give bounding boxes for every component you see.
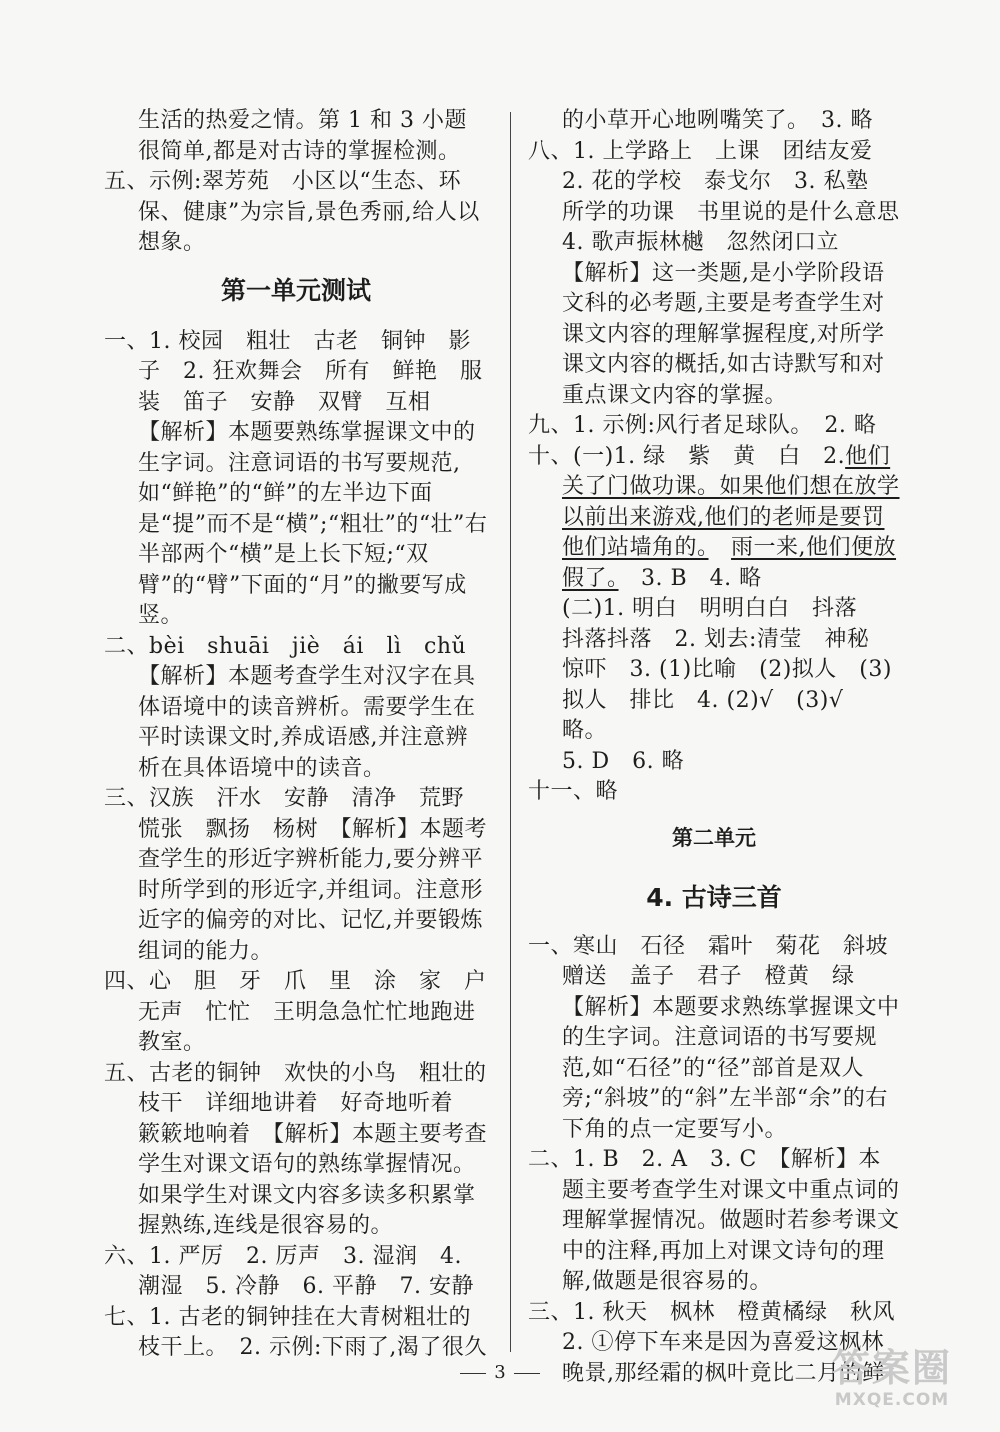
answer-q4: 四、心 胆 牙 爪 里 涂 家 户 无声 忙忙 王明急急忙忙地跑进教室。 [104, 969, 510, 1055]
column-divider [510, 112, 511, 1352]
section-title-unit2: 第二单元 [672, 825, 756, 850]
answer-q10-underlined-2: 雨一来,他们便放假了。 [562, 535, 897, 591]
answer-q10-part2: (二)1. 明白 明明白白 抖落 抖落抖落 2. 划去:清莹 神秘 惊吓 3. (1)比喻 (2)拟人 (3)拟人 排比 4. (2)√ (3)√ 略。 [562, 596, 892, 743]
answer-q10-d: 3. B 4. 略 [618, 565, 762, 591]
left-para-2: 五、示例:翠芳苑 小区以“生态、环保、健康”为宗旨,景色秀丽,给人以想象。 [104, 169, 480, 255]
right-column [528, 106, 923, 1389]
lesson4-q2: 二、1. B 2. A 3. C 【解析】本题主要考查学生对课文中重点词的理解掌握情况。做题时若参考课文中的注释,再加上对课文诗句的理解,做题是很容易的。 [528, 1147, 900, 1294]
answer-q5: 五、古老的铜钟 欢快的小鸟 粗壮的枝干 详细地讲着 好奇地听着 簌簌地响着 【解析】本题主要考查学生对课文语句的熟练掌握情况。如果学生对课文内容多读多积累掌握熟练,连线是很容易的。 [104, 1060, 488, 1238]
answer-q7: 七、1. 古老的铜钟挂在大青树粗壮的枝干上。 2. 示例:下雨了,渴了很久 [104, 1304, 487, 1360]
answer-q11: 十一、略 [528, 779, 619, 804]
lesson4-q1: 一、寒山 石径 霜叶 菊花 斜坡 赠送 盖子 君子 橙黄 绿 [528, 933, 911, 989]
answer-q3: 三、汉族 汗水 安静 清净 荒野 慌张 飘扬 杨树 【解析】本题考查学生的形近字辨析能力,要分辨平时所学到的形近字,并组词。注意形近字的偏旁的对比、记忆,并要锻炼组词的能力。 [104, 786, 488, 964]
answer-q10-underlined-1: 他们关了门做功课。如果他们想在放学以前出来游戏,他们的老师是要罚他们站墙角的。 [562, 443, 900, 560]
answer-q9: 九、1. 示例:风行者足球队。 2. 略 [528, 413, 877, 438]
answer-q8: 八、1. 上学路上 上课 团结友爱 2. 花的学校 泰戈尔 3. 私塾 所学的功课 书里说的是什么意思 4. 歌声振林樾 忽然闭口立 [528, 138, 923, 255]
lesson4-q3-2: 2. ①停下车来是因为喜爱这枫林晚景,那经霜的枫叶竟比二月的鲜 [562, 1330, 885, 1386]
left-column [104, 106, 510, 1364]
page-number: 3 [0, 1362, 1000, 1383]
answer-q1-note: 【解析】本题要熟练掌握课文中的生字词。注意词语的书写要规范,如“鲜艳”的“鲜”的左半边下面是“提”而不是“横”;“粗壮”的“壮”右半部两个“横”是上长下短;“双臂”的“臂”下面的“月”的撇要写成竖。 [138, 420, 488, 628]
left-para-1: 生活的热爱之情。第 1 和 3 小题很简单,都是对古诗的掌握检测。 [138, 108, 467, 164]
watermark-logo-text: 答案圈 [831, 1346, 952, 1390]
answer-q10-part3: 5. D 6. 略 [562, 748, 685, 774]
answer-q8-note: 【解析】这一类题,是小学阶段语文科的必考题,主要是考查学生对课文内容的理解掌握程度,对所学课文内容的概括,如古诗默写和对重点课文内容的掌握。 [562, 260, 885, 408]
section-title-unit1-test: 第一单元测试 [220, 275, 371, 305]
answer-q10-a: 十、(一)1. 绿 紫 黄 白 2. [528, 443, 846, 469]
right-para-1: 的小草开心地咧嘴笑了。 3. 略 [562, 108, 873, 133]
answer-q6: 六、1. 严厉 2. 厉声 3. 湿润 4. 潮湿 5. 冷静 6. 平静 7. 安静 [104, 1243, 474, 1299]
watermark-url: MXQE.COM [834, 1390, 950, 1410]
lesson4-q1-note: 【解析】本题要求熟练掌握课文中的生字词。注意词语的书写要规范,如“石径”的“径”部首是双人旁;“斜坡”的“斜”左半部“余”的右下角的点一定要写小。 [562, 994, 900, 1142]
section-title-lesson4: 4. 古诗三首 [646, 882, 782, 912]
lesson4-q3: 三、1. 秋天 枫林 橙黄橘绿 秋风 [528, 1299, 895, 1325]
answer-q10-part1 [528, 442, 900, 595]
answer-q1: 一、1. 校园 粗壮 古老 铜钟 影子 2. 狂欢舞会 所有 鲜艳 服装 笛子 安静 双臂 互相 [104, 328, 483, 415]
answer-q2: 二、bèi shuāi jiè ái lì chǔ 【解析】本题考查学生对汉字在具体语境中的读音辨析。需要学生在平时读课文时,养成语感,并注意辨析在具体语境中的读音。 [104, 633, 489, 781]
site-watermark [802, 1346, 982, 1424]
